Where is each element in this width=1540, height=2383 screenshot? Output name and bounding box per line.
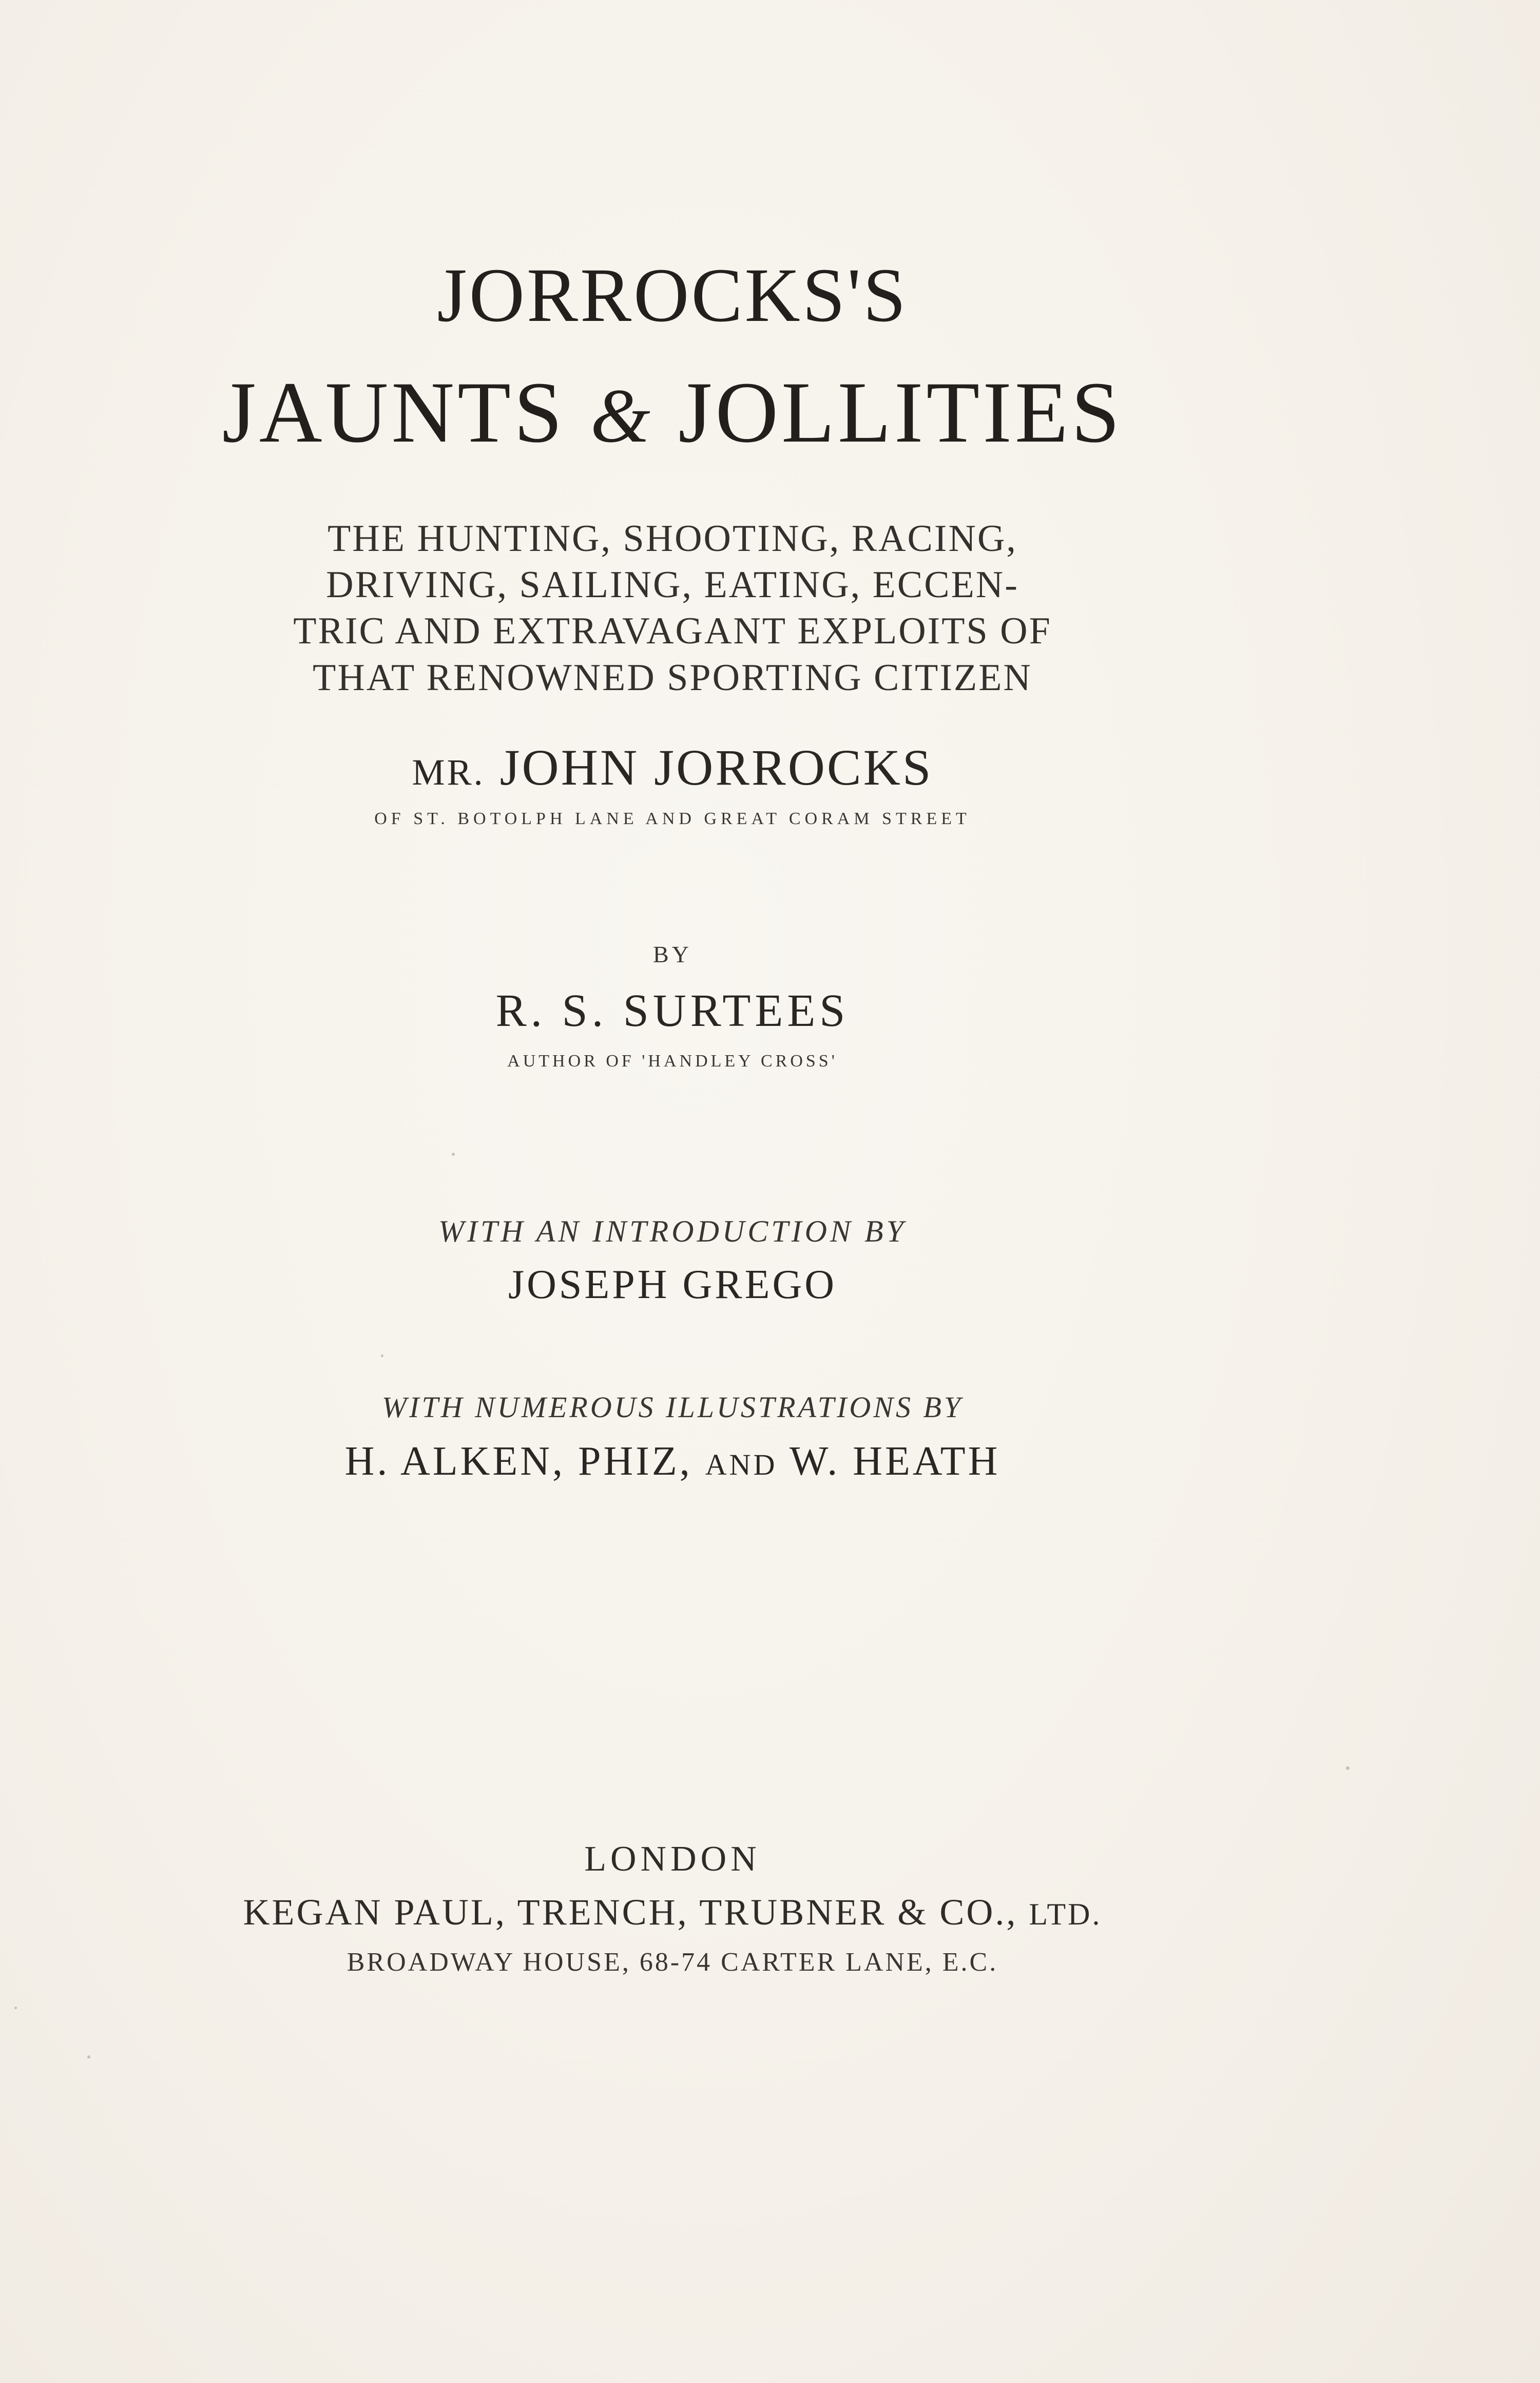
subject-full-name: JOHN JORROCKS xyxy=(499,739,933,796)
subject-prefix: MR. xyxy=(412,752,485,793)
publisher-firm: KEGAN PAUL, TRENCH, TRUBNER & CO., xyxy=(243,1892,1018,1933)
paper-speck xyxy=(87,2055,90,2058)
subtitle-line-1: THE HUNTING, SHOOTING, RACING, xyxy=(328,518,1017,560)
author-credit: AUTHOR OF 'HANDLEY CROSS' xyxy=(507,1052,838,1071)
publisher-address: BROADWAY HOUSE, 68-74 CARTER LANE, E.C. xyxy=(346,1948,998,1977)
book-title-jaunts: JAUNTS xyxy=(222,364,566,461)
paper-speck xyxy=(14,2007,17,2009)
book-title-jollities: JOLLITIES xyxy=(678,364,1123,461)
subject-address: OF ST. BOTOLPH LANE AND GREAT CORAM STREET xyxy=(374,809,971,828)
publisher-city: LONDON xyxy=(584,1839,761,1879)
paper-speck xyxy=(1346,1766,1350,1770)
illustrations-label: WITH NUMEROUS ILLUSTRATIONS BY xyxy=(381,1390,964,1424)
introduction-label: WITH AN INTRODUCTION BY xyxy=(438,1214,907,1248)
illustrators-and: AND xyxy=(705,1448,778,1481)
publisher-name xyxy=(0,1894,1345,1931)
subject-name xyxy=(0,739,1345,796)
subtitle-line-2: DRIVING, SAILING, EATING, ECCEN- xyxy=(326,564,1019,606)
introduction-author: JOSEPH GREGO xyxy=(508,1262,837,1307)
book-title-ampersand: & xyxy=(590,373,653,459)
author-name: R. S. SURTEES xyxy=(495,985,850,1036)
paper-speck xyxy=(381,1355,383,1357)
subtitle-line-4: THAT RENOWNED SPORTING CITIZEN xyxy=(313,657,1032,699)
book-title-line-1: JORROCKS'S xyxy=(437,253,908,338)
by-label: BY xyxy=(653,941,692,967)
paper-speck xyxy=(452,1153,455,1156)
publisher-ltd: LTD. xyxy=(1029,1897,1102,1931)
illustrators xyxy=(0,1441,1345,1482)
illustrators-first: H. ALKEN, PHIZ, xyxy=(344,1439,692,1484)
subtitle-line-3: TRIC AND EXTRAVAGANT EXPLOITS OF xyxy=(293,610,1052,652)
book-title-line-2 xyxy=(0,364,1345,461)
illustrators-last: W. HEATH xyxy=(790,1439,1000,1484)
